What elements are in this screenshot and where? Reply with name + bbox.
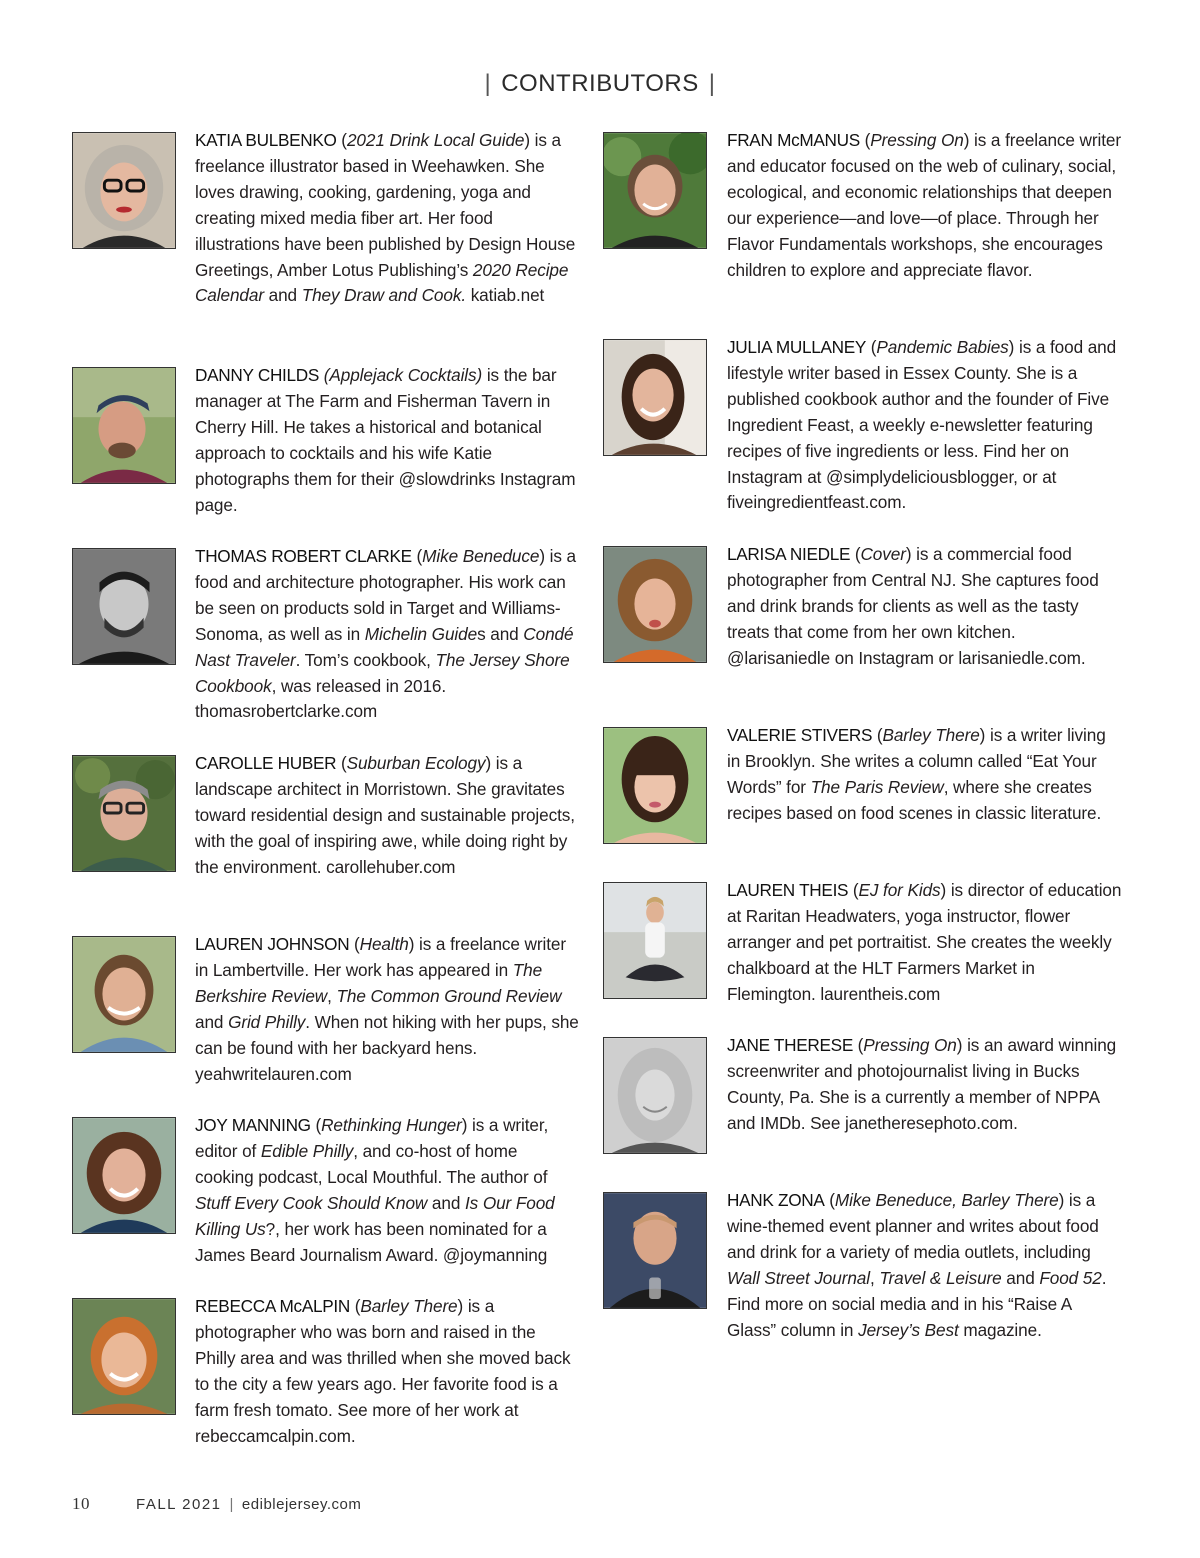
contributor-name: JULIA MULLANEY <box>727 337 867 357</box>
contributor-entry <box>603 542 1123 723</box>
contributor-entry <box>72 1113 580 1294</box>
left-column <box>72 128 580 1449</box>
footer-divider: | <box>229 1496 234 1513</box>
contributor-name: REBECCA McALPIN <box>195 1296 351 1316</box>
contributor-bio: FRAN McMANUS (Pressing On) is a freelance writer and educator focused on the web of culinary, social, ecological, and economic relationships that deepen our experience—and love—of place. Through her Flavor Fundamentals workshops, she encourages children to explore and appreciate flavor. <box>727 130 1121 280</box>
contributor-photo <box>603 882 707 999</box>
site-url: ediblejersey.com <box>241 1496 362 1513</box>
issue-label: FALL 2021 <box>136 1496 222 1513</box>
contributor-bio: LARISA NIEDLE (Cover) is a commercial food photographer from Central NJ. She captures food and drink brands for clients as well as the tasty treats that come from her own kitchen. @larisaniedle on Instagram or larisaniedle.com. <box>727 544 1099 668</box>
contributor-photo <box>72 548 176 665</box>
contributor-bio: REBECCA McALPIN (Barley There) is a photographer who was born and raised in the Philly area and was thrilled when she moved back to the city a few years ago. Her favorite food is a farm fresh tomato. See more of her work at rebeccamcalpin.com. <box>195 1296 571 1446</box>
contributor-name: FRAN McMANUS <box>727 130 860 150</box>
contributor-name: LARISA NIEDLE <box>727 544 851 564</box>
contributor-entry <box>603 1033 1123 1188</box>
header-divider: | <box>708 70 716 97</box>
contributor-name: LAUREN JOHNSON <box>195 934 350 954</box>
page-footer <box>72 1494 361 1514</box>
contributor-entry <box>72 544 580 751</box>
contributor-entry <box>72 751 580 932</box>
contributor-name: THOMAS ROBERT CLARKE <box>195 546 412 566</box>
contributor-name: JANE THERESE <box>727 1035 853 1055</box>
section-title: CONTRIBUTORS <box>501 70 699 97</box>
contributor-bio: JOY MANNING (Rethinking Hunger) is a writer, editor of Edible Philly, and co-host of home cooking podcast, Local Mouthful. The author of Stuff Every Cook Should Know and Is Our Food Killing Us?, her work has been nominated for a James Beard Journalism Award. @joymanning <box>195 1115 555 1265</box>
page-number: 10 <box>72 1494 90 1513</box>
contributor-bio: DANNY CHILDS (Applejack Cocktails) is the bar manager at The Farm and Fisherman Tavern in Cherry Hill. He takes a historical and botanical approach to cocktails and his wife Katie photographs them for their @slowdrinks Instagram page. <box>195 365 576 515</box>
contributor-name: KATIA BULBENKO <box>195 130 337 150</box>
contributor-entry <box>72 363 580 544</box>
contributor-photo <box>603 727 707 844</box>
contributor-entry <box>603 335 1123 542</box>
contributor-photo <box>72 1298 176 1415</box>
contributor-entry <box>603 128 1123 335</box>
contributor-photo <box>72 755 176 872</box>
contributor-entry <box>72 932 580 1113</box>
contributor-bio: VALERIE STIVERS (Barley There) is a writer living in Brooklyn. She writes a column called “Eat Your Words” for The Paris Review, where she creates recipes based on food scenes in classic literature. <box>727 725 1106 823</box>
contributor-entry <box>72 1294 580 1449</box>
contributor-entry <box>603 878 1123 1033</box>
contributor-name: VALERIE STIVERS <box>727 725 873 745</box>
contributor-photo <box>603 1037 707 1154</box>
contributor-entry <box>603 1188 1123 1343</box>
contributor-bio: LAUREN THEIS (EJ for Kids) is director of education at Raritan Headwaters, yoga instructor, flower arranger and pet portraitist. She creates the weekly chalkboard at the HLT Farmers Market in Flemington. laurentheis.com <box>727 880 1122 1004</box>
contributor-photo <box>72 367 176 484</box>
contributor-name: DANNY CHILDS <box>195 365 320 385</box>
contributor-photo <box>603 1192 707 1309</box>
contributor-photo <box>72 132 176 249</box>
contributor-name: LAUREN THEIS <box>727 880 849 900</box>
contributor-bio: KATIA BULBENKO (2021 Drink Local Guide) is a freelance illustrator based in Weehawken. She loves drawing, cooking, gardening, yoga and creating mixed media fiber art. Her food illustrations have been published by Design House Greetings, Amber Lotus Publishing’s 2020 Recipe Calendar and They Draw and Cook. katiab.net <box>195 130 576 306</box>
contributor-name: JOY MANNING <box>195 1115 311 1135</box>
contributor-photo <box>72 1117 176 1234</box>
contributor-bio: LAUREN JOHNSON (Health) is a freelance writer in Lambertville. Her work has appeared in The Berkshire Review, The Common Ground Review and Grid Philly. When not hiking with her pups, she can be found with her backyard hens. yeahwritelauren.com <box>195 934 579 1084</box>
contributor-photo <box>603 132 707 249</box>
contributor-name: CAROLLE HUBER <box>195 753 337 773</box>
contributor-name: HANK ZONA <box>727 1190 825 1210</box>
contributor-bio: JANE THERESE (Pressing On) is an award winning screenwriter and photojournalist living in Bucks County, Pa. She is a currently a member of NPPA and IMDb. See janetheresephoto.com. <box>727 1035 1117 1133</box>
section-header <box>0 70 1200 98</box>
contributor-photo <box>72 936 176 1053</box>
contributor-bio: CAROLLE HUBER (Suburban Ecology) is a landscape architect in Morristown. She gravitates toward residential design and sustainable projects, with the goal of inspiring awe, while doing right by the environment. carollehuber.com <box>195 753 575 877</box>
contributor-entry <box>603 723 1123 878</box>
contributor-bio: THOMAS ROBERT CLARKE (Mike Beneduce) is a food and architecture photographer. His work can be seen on products sold in Target and Williams-Sonoma, as well as in Michelin Guides and Condé Nast Traveler. Tom’s cookbook, The Jersey Shore Cookbook, was released in 2016. thomasrobertclarke.com <box>195 546 577 722</box>
contributor-photo <box>603 339 707 456</box>
contributor-photo <box>603 546 707 663</box>
header-divider: | <box>484 70 492 97</box>
contributor-bio: JULIA MULLANEY (Pandemic Babies) is a food and lifestyle writer based in Essex County. She is a published cookbook author and the founder of Five Ingredient Feast, a weekly e-newsletter featuring recipes of five ingredients or less. Find her on Instagram at @simplydeliciousblogger, or at fiveingredientfeast.com. <box>727 337 1117 513</box>
contributor-entry <box>72 128 580 363</box>
right-column <box>603 128 1123 1343</box>
contributor-bio: HANK ZONA (Mike Beneduce, Barley There) is a wine-themed event planner and writes about food and drink for a variety of media outlets, including Wall Street Journal, Travel & Leisure and Food 52. Find more on social media and in his “Raise A Glass” column in Jersey’s Best magazine. <box>727 1190 1107 1340</box>
